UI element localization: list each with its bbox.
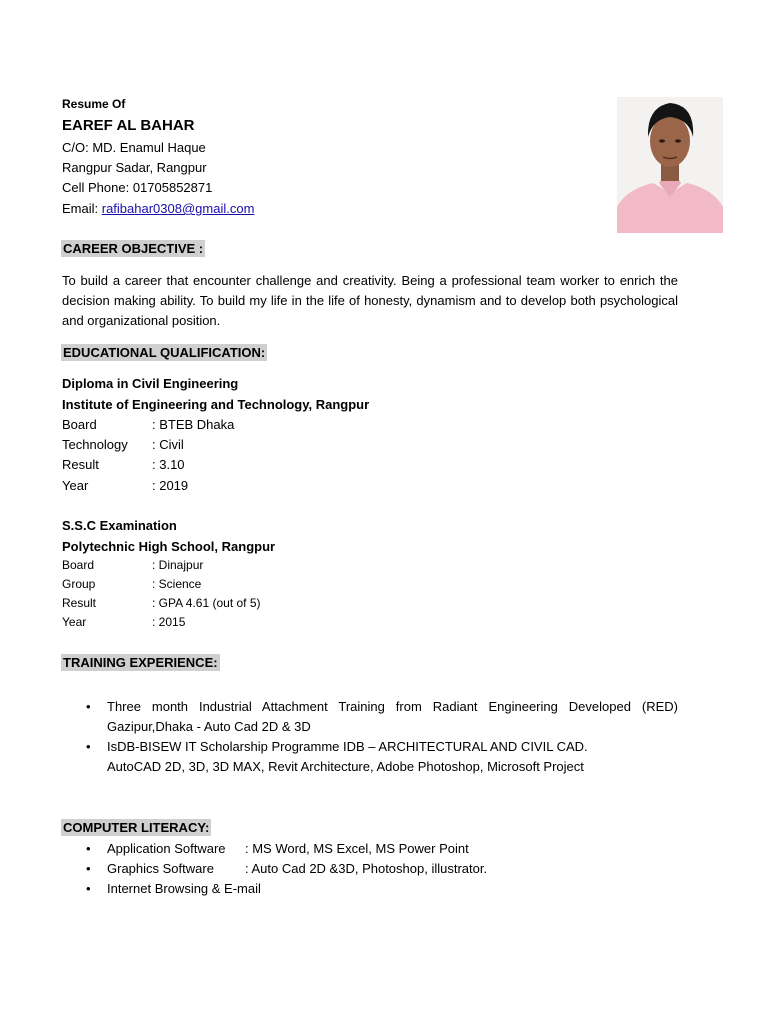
computer-literacy-heading: COMPUTER LITERACY: — [63, 820, 210, 835]
ssc-board-value: : Dinajpur — [152, 558, 204, 572]
career-objective-heading: CAREER OBJECTIVE : — [63, 241, 204, 256]
diploma-board-label: Board — [62, 417, 97, 432]
computer-item-value: : Auto Cad 2D &3D, Photoshop, illustrator. — [245, 861, 488, 876]
computer-item-value: : MS Word, MS Excel, MS Power Point — [245, 841, 469, 856]
email-label: Email: — [62, 201, 102, 216]
diploma-technology-value: : Civil — [152, 437, 184, 452]
training-item: IsDB-BISEW IT Scholarship Programme IDB – ARCHITECTURAL AND CIVIL CAD. — [107, 739, 588, 754]
ssc-year-value: : 2015 — [152, 615, 186, 629]
diploma-year-label: Year — [62, 478, 89, 493]
education-heading: EDUCATIONAL QUALIFICATION: — [63, 345, 266, 360]
career-objective-text: To build a career that encounter challenge and creativity. Being a professional team worker to enrich the decision making ability. To build my life in the life of honesty, dynamism and to develop both psychological and organizational position. — [62, 273, 678, 328]
bullet-icon: • — [86, 881, 91, 896]
ssc-year-label: Year — [62, 615, 87, 629]
diploma-result-label: Result — [62, 457, 99, 472]
computer-item-label: Graphics Software — [107, 861, 214, 876]
email-line — [62, 201, 254, 216]
profile-photo-illustration — [617, 97, 723, 233]
ssc-group-value: : Science — [152, 577, 202, 591]
diploma-board-value: : BTEB Dhaka — [152, 417, 235, 432]
ssc-title: S.S.C Examination — [62, 518, 177, 533]
email-link[interactable]: rafibahar0308@gmail.com — [101, 201, 255, 216]
computer-item-label: Internet Browsing & E-mail — [107, 881, 261, 896]
diploma-year-value: : 2019 — [152, 478, 189, 493]
resume-of-label: Resume Of — [62, 97, 126, 111]
profile-photo — [617, 97, 723, 233]
ssc-institute: Polytechnic High School, Rangpur — [62, 539, 276, 554]
training-heading: TRAINING EXPERIENCE: — [63, 655, 218, 670]
ssc-result-value: : GPA 4.61 (out of 5) — [152, 596, 261, 610]
address-line: Rangpur Sadar, Rangpur — [62, 160, 207, 175]
training-item: Three month Industrial Attachment Training from Radiant Engineering Developed (RED) Gazipur,Dhaka - Auto Cad 2D & 3D — [107, 699, 678, 734]
bullet-icon: • — [86, 739, 91, 754]
training-item-continuation: AutoCAD 2D, 3D, 3D MAX, Revit Architecture, Adobe Photoshop, Microsoft Project — [107, 759, 584, 774]
diploma-result-value: : 3.10 — [152, 457, 185, 472]
ssc-group-label: Group — [62, 577, 96, 591]
candidate-name: EAREF AL BAHAR — [62, 117, 195, 134]
bullet-icon: • — [86, 841, 91, 856]
ssc-board-label: Board — [62, 558, 95, 572]
diploma-title: Diploma in Civil Engineering — [62, 376, 239, 391]
diploma-technology-label: Technology — [62, 437, 128, 452]
phone-line: Cell Phone: 01705852871 — [62, 180, 213, 195]
ssc-result-label: Result — [62, 596, 97, 610]
care-of-line: C/O: MD. Enamul Haque — [62, 140, 206, 155]
bullet-icon: • — [86, 861, 91, 876]
bullet-icon: • — [86, 699, 91, 714]
diploma-institute: Institute of Engineering and Technology, Rangpur — [62, 397, 370, 412]
computer-item-label: Application Software — [107, 841, 226, 856]
